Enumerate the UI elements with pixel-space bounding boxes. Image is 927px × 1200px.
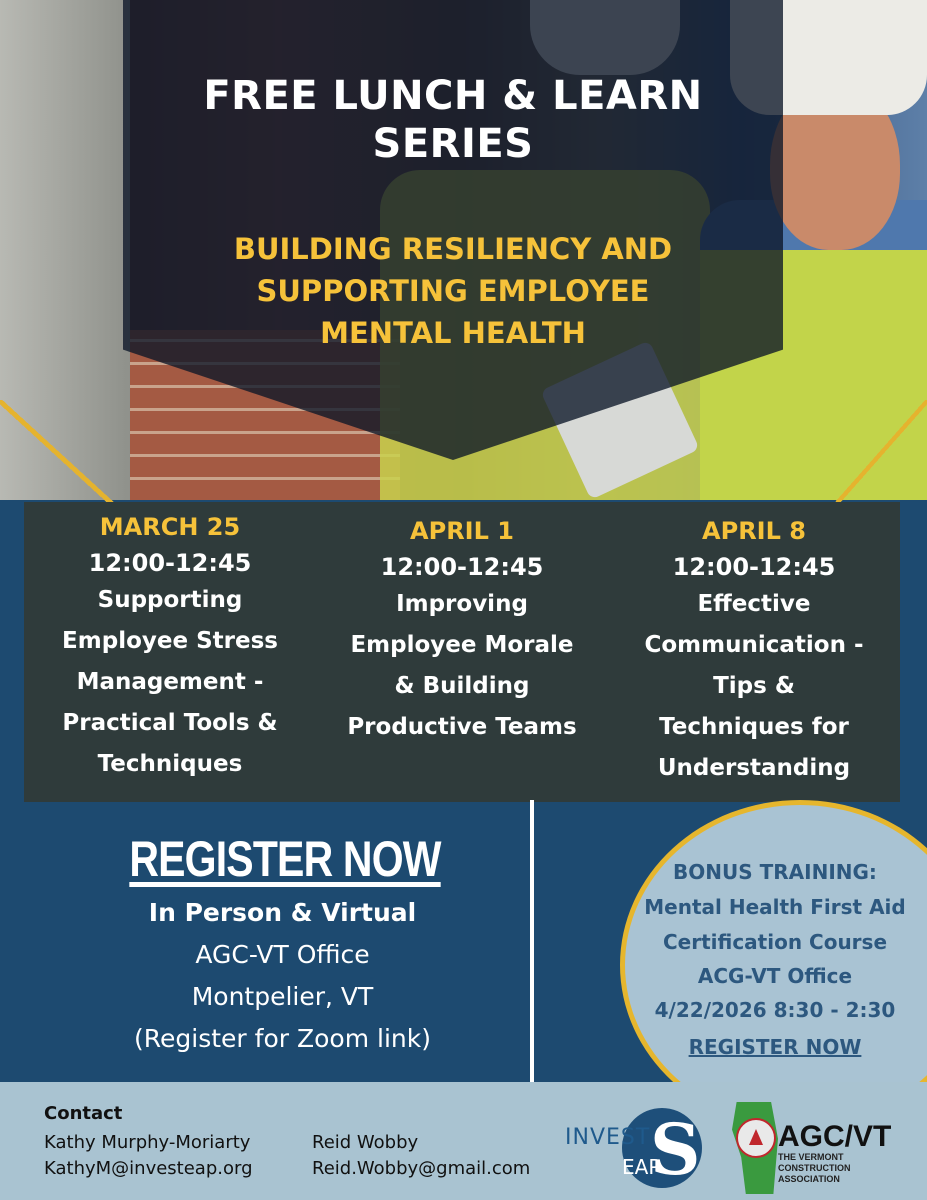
page-subtitle: BUILDING RESILIENCY AND SUPPORTING EMPLOYEE MENTAL HEALTH xyxy=(233,232,673,350)
register-mode: In Person & Virtual xyxy=(148,898,417,927)
investeap-logo-sub: EAP xyxy=(622,1155,661,1179)
session-time: 12:00-12:45 xyxy=(88,549,252,577)
session-date: APRIL 8 xyxy=(702,517,806,545)
bonus-heading: BONUS TRAINING: xyxy=(673,860,877,884)
session-topic: Improving Employee Morale & Building Productive Teams xyxy=(347,591,577,740)
bonus-course: Mental Health First Aid xyxy=(644,895,906,919)
bonus-course-type: Certification Course xyxy=(662,930,888,954)
register-city: Montpelier, VT xyxy=(191,982,374,1011)
contact-label: Contact xyxy=(44,1103,123,1124)
sessions-panel xyxy=(24,502,900,802)
register-now-link[interactable]: REGISTER NOW xyxy=(129,831,441,887)
session-date: APRIL 1 xyxy=(410,517,514,545)
section-divider xyxy=(530,800,534,1082)
session-time: 12:00-12:45 xyxy=(380,553,544,581)
bonus-datetime: 4/22/2026 8:30 - 2:30 xyxy=(654,998,896,1022)
contact1-email[interactable]: KathyM@investeap.org xyxy=(44,1158,253,1179)
register-zoom-note: (Register for Zoom link) xyxy=(134,1024,431,1053)
register-location: AGC-VT Office xyxy=(195,940,370,969)
agc-seal-icon xyxy=(736,1118,776,1158)
investeap-s-mark: S xyxy=(650,1108,701,1191)
bonus-location: ACG-VT Office xyxy=(697,964,853,988)
contact2-email[interactable]: Reid.Wobby@gmail.com xyxy=(312,1158,531,1179)
gold-accent-left xyxy=(0,400,120,510)
contact1-name: Kathy Murphy-Moriarty xyxy=(44,1132,251,1153)
agc-logo-tagline: THE VERMONT CONSTRUCTION ASSOCIATION xyxy=(778,1152,851,1184)
session-time: 12:00-12:45 xyxy=(672,553,836,581)
session-march-25 xyxy=(24,502,316,802)
investeap-logo-text: INVEST xyxy=(565,1125,651,1150)
session-topic: Supporting Employee Stress Management - Practical Tools & Techniques xyxy=(62,587,278,777)
bonus-register-link[interactable]: REGISTER NOW xyxy=(688,1035,862,1059)
page-title: FREE LUNCH & LEARN SERIES xyxy=(203,73,703,167)
session-april-1 xyxy=(316,502,608,802)
gold-accent-right xyxy=(830,400,927,510)
session-date: MARCH 25 xyxy=(99,513,241,541)
contact2-name: Reid Wobby xyxy=(312,1132,419,1153)
session-april-8 xyxy=(608,502,900,802)
agc-logo-name: AGC/VT xyxy=(778,1120,892,1153)
session-topic: Effective Communication - Tips & Techniques for Understanding xyxy=(644,591,864,781)
